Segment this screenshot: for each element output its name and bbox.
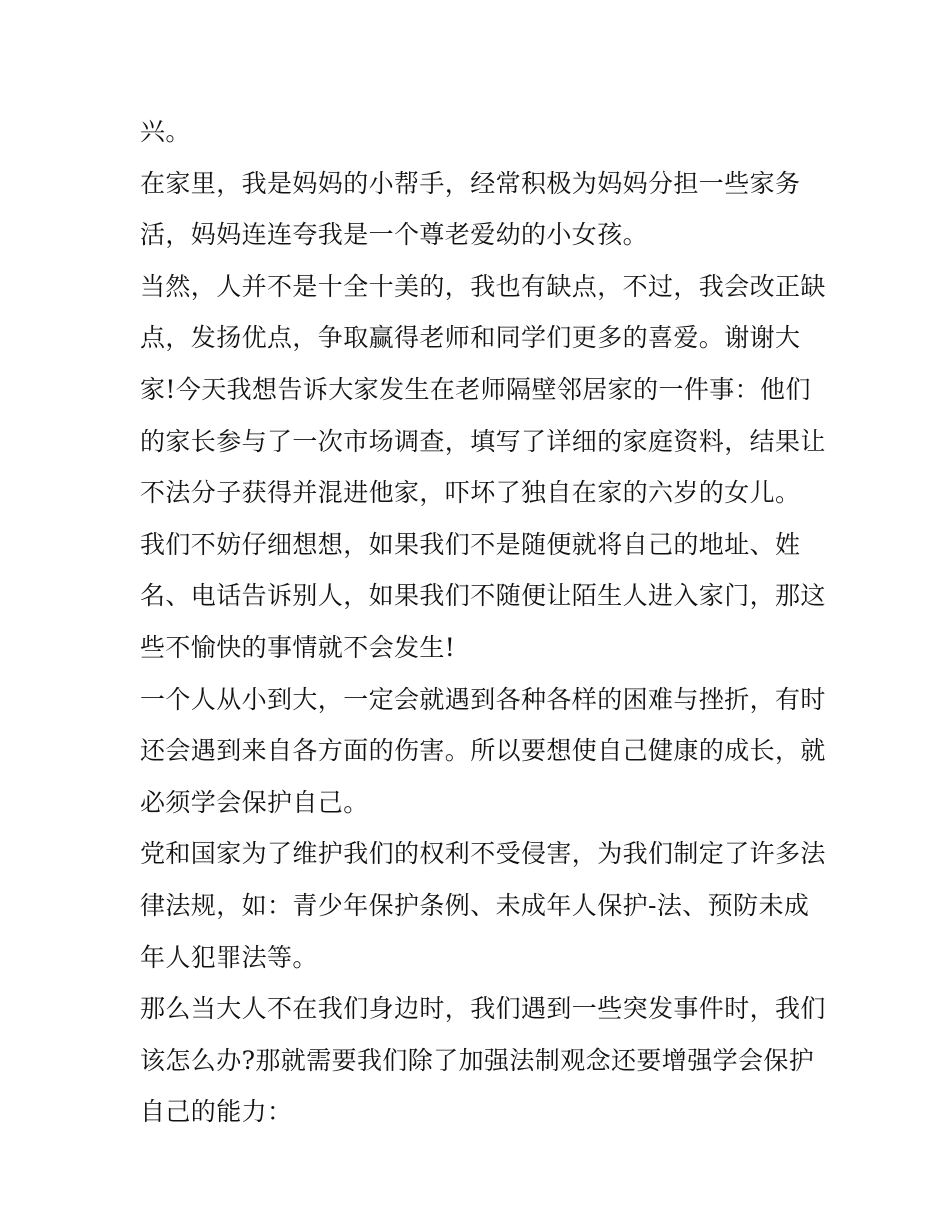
text-line: 一个人从小到大，一定会就遇到各种各样的困难与挫折，有时 [140, 684, 826, 714]
text-line: 必须学会保护自己。 [140, 787, 369, 817]
text-line: 名、电话告诉别人，如果我们不随便让陌生人进入家门，那这 [140, 581, 826, 611]
text-line: 那么当大人不在我们身边时，我们遇到一些突发事件时，我们 [140, 994, 826, 1024]
text-line: 当然，人并不是十全十美的，我也有缺点，不过，我会改正缺 [140, 271, 826, 301]
text-line: 家!今天我想告诉大家发生在老师隔壁邻居家的一件事：他们 [140, 374, 811, 404]
text-line: 我们不妨仔细想想，如果我们不是随便就将自己的地址、姓 [140, 529, 801, 559]
text-line: 兴。 [140, 117, 191, 146]
text-line: 律法规，如：青少年保护条例、未成年人保护-法、预防未成 [140, 890, 810, 920]
text-body [140, 106, 826, 1138]
text-line: 不法分子获得并混进他家，吓坏了独自在家的六岁的女儿。 [140, 478, 801, 508]
text-line: 活，妈妈连连夸我是一个尊老爱幼的小女孩。 [140, 220, 649, 250]
text-line: 年人犯罪法等。 [140, 942, 318, 972]
text-line: 的家长参与了一次市场调查，填写了详细的家庭资料，结果让 [140, 426, 826, 456]
text-line: 自己的能力： [140, 1097, 293, 1127]
text-line: 党和国家为了维护我们的权利不受侵害，为我们制定了许多法 [140, 839, 826, 869]
text-line: 些不愉快的事情就不会发生! [140, 632, 456, 662]
text-line: 该怎么办?那就需要我们除了加强法制观念还要增强学会保护 [140, 1045, 815, 1075]
text-line: 还会遇到来自各方面的伤害。所以要想使自己健康的成长，就 [140, 736, 826, 766]
text-line: 点，发扬优点，争取赢得老师和同学们更多的喜爱。谢谢大 [140, 323, 801, 353]
text-line: 在家里，我是妈妈的小帮手，经常积极为妈妈分担一些家务 [140, 168, 801, 198]
